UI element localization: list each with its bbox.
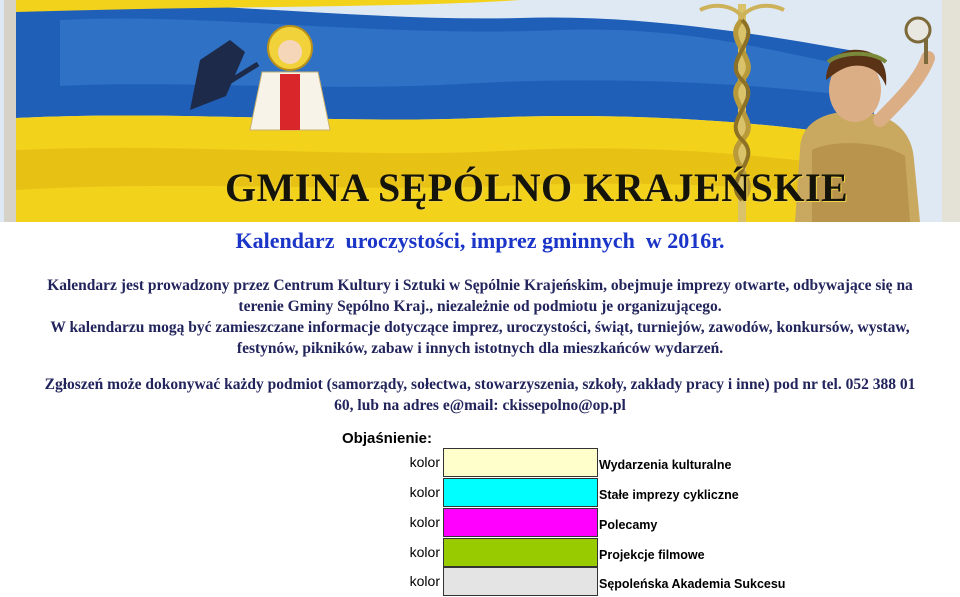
content-paragraph: W kalendarzu mogą być zamieszczane informacje dotyczące imprez, uroczystości, świąt, turniejów, zawodów, konkursów, wystaw, festynów, pikników, zabaw i innych istotnych dla mieszkańców wydarzeń. [50, 319, 910, 357]
legend-kolor-label: kolor [409, 544, 440, 560]
legend-swatch [443, 508, 598, 537]
legend-swatch [443, 567, 598, 596]
legend-title: Objaśnienie: [342, 430, 433, 447]
submission-paragraph: Zgłoszeń może dokonywać każdy podmiot (samorządy, sołectwa, stowarzyszenia, szkoły, zakłady pracy i inne) pod nr tel. 052 388 01 60, lub na adres e@mail: ckissepolno@op.pl [44, 376, 916, 414]
legend-swatch [443, 448, 598, 477]
legend-row [402, 448, 902, 478]
header-banner [0, 0, 960, 222]
legend-row [402, 508, 902, 538]
legend-row [402, 567, 902, 597]
legend-label: Stałe imprezy cykliczne [599, 488, 739, 502]
flagpole [4, 0, 16, 222]
legend-label: Polecamy [599, 518, 658, 532]
legend-label: Projekcje filmowe [599, 548, 705, 562]
legend-kolor-label: kolor [409, 514, 440, 530]
legend-label: Sępoleńska Akademia Sukcesu [599, 577, 786, 591]
legend-kolor-label: kolor [409, 454, 440, 470]
banner-title: GMINA SĘPÓLNO KRAJEŃSKIE [225, 165, 849, 210]
legend-swatch [443, 478, 598, 507]
legend-swatch [443, 538, 598, 567]
legend-row [402, 538, 902, 568]
calendar-title: Kalendarz uroczystości, imprez gminnych w 2016r. [235, 228, 725, 253]
legend-kolor-label: kolor [409, 573, 440, 589]
intro-paragraph: Kalendarz jest prowadzony przez Centrum Kultury i Sztuki w Sępólnie Krajeńskim, obejmuje imprezy otwarte, odbywające się na terenie Gminy Sępólno Kraj., niezależnie od podmiotu je organizującego. [47, 277, 913, 315]
legend-row [402, 478, 902, 508]
legend-kolor-label: kolor [409, 484, 440, 500]
legend-label: Wydarzenia kulturalne [599, 458, 732, 472]
